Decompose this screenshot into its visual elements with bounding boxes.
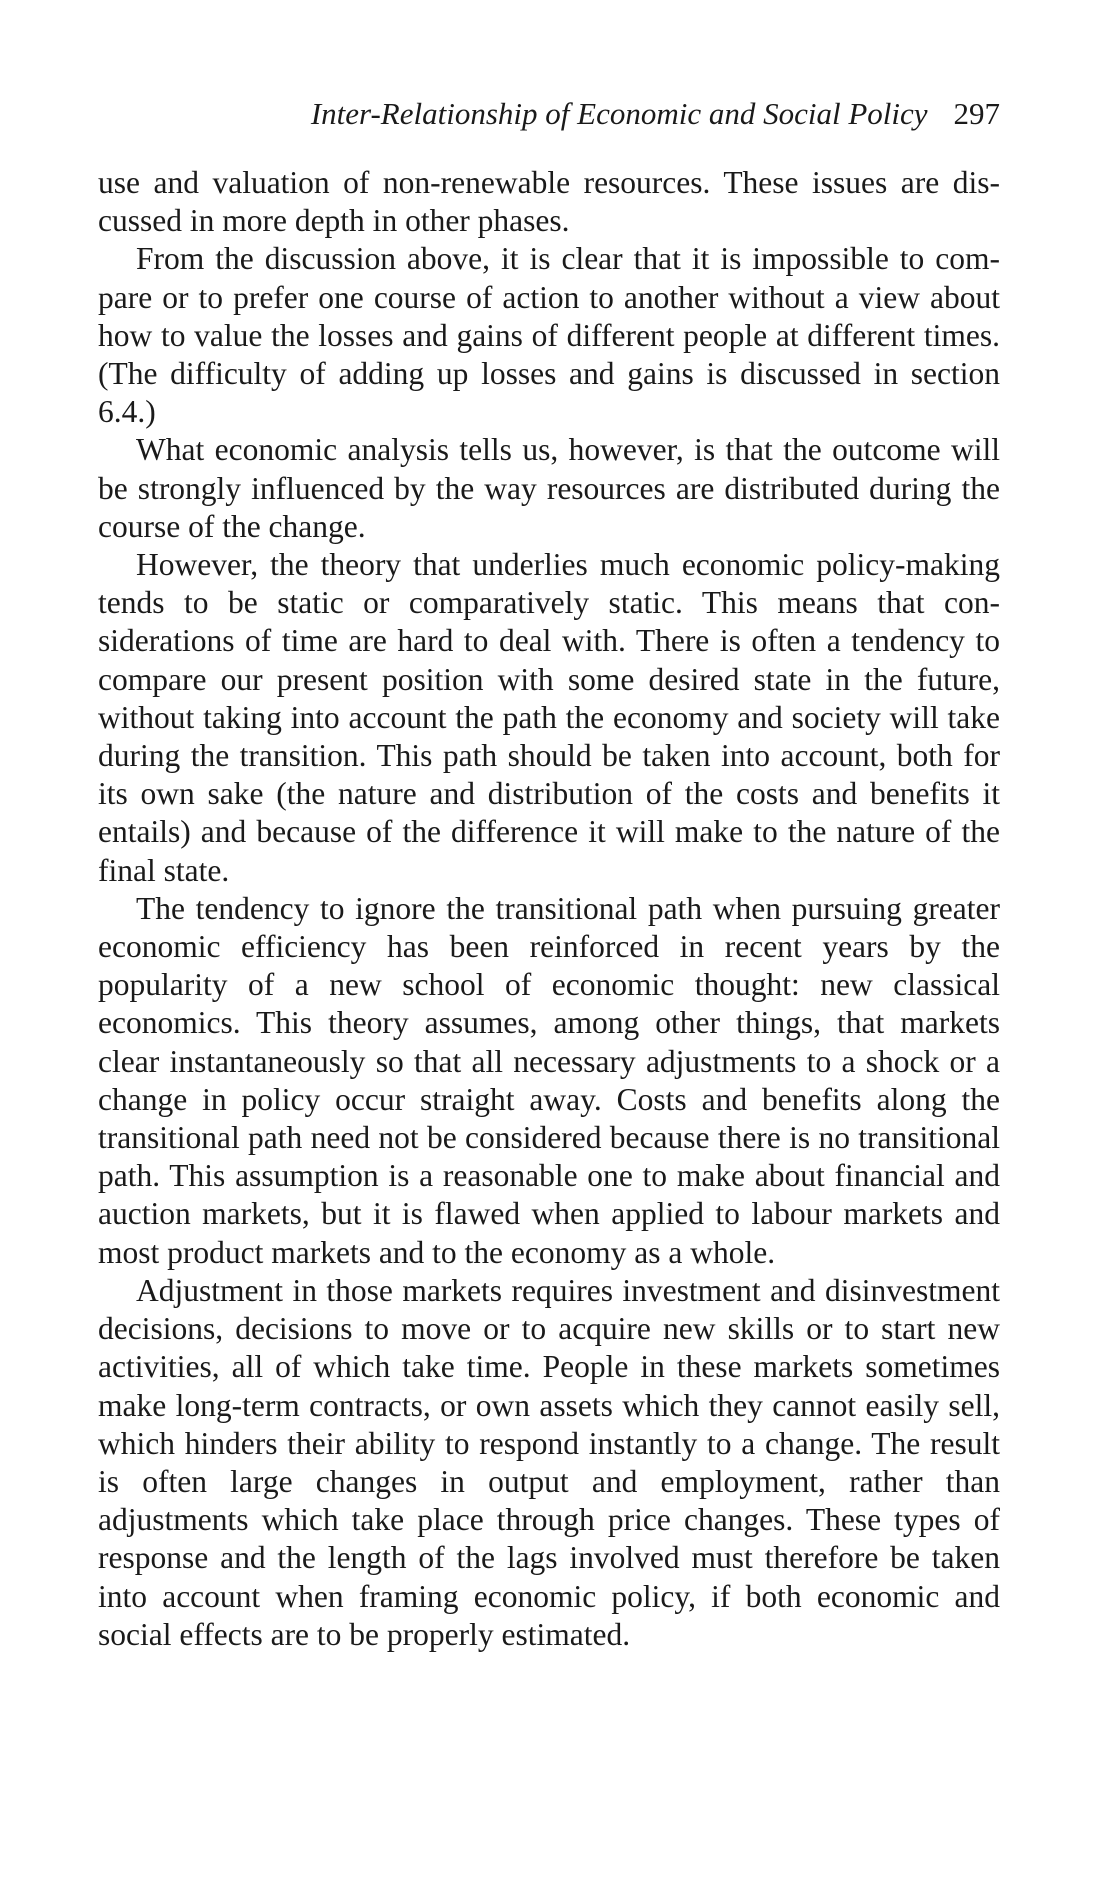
paragraph: Adjustment in those markets requires investment and disinvestment decisions, decisions to move or to acquire new skills or to start new activities, all of which take time. People in these markets sometimes make long-term contracts, or own assets which they cannot easily sell, which hinders their ability to respond instantly to a change. The result is often large changes in output and employment, rather than adjustments which take place through price changes. These types of response and the length of the lags involved must therefore be taken into account when framing economic policy, if both economic and social effects are to be properly estimated.	[98, 1272, 1000, 1652]
running-title: Inter-Relationship of Economic and Social Policy	[310, 96, 928, 131]
book-page	[98, 92, 1000, 1654]
body-text	[98, 164, 1000, 1654]
paragraph: What economic analysis tells us, however, is that the outcome will be strongly influenced by the way resources are distributed during the course of the change.	[98, 432, 1000, 544]
paragraph: From the discussion above, it is clear that it is impossible to compare or to prefer one course of action to another without a view about how to value the losses and gains of different people at different times. (The difficulty of adding up losses and gains is discussed in section 6.4.)	[98, 241, 1000, 430]
paragraph: However, the theory that underlies much economic policy-making tends to be static or comparatively static. This means that considerations of time are hard to deal with. There is often a tendency to compare our present position with some desired state in the future, without taking into account the path the economy and society will take during the transition. This path should be taken into account, both for its own sake (the nature and distribution of the costs and benefits it entails) and because of the difference it will make to the nature of the final state.	[98, 547, 1000, 888]
paragraph: The tendency to ignore the transitional path when pursuing greater economic efficiency has been reinforced in recent years by the popularity of a new school of economic thought: new classical economics. This theory assumes, among other things, that markets clear instantaneously so that all necessary adjustments to a shock or a change in policy occur straight away. Costs and benefits along the transitional path need not be considered because there is no transitional path. This assumption is a reasonable one to make about financial and auction markets, but it is flawed when applied to labour markets and most product markets and to the economy as a whole.	[98, 890, 1000, 1270]
running-head	[98, 92, 1000, 136]
page-number: 297	[953, 96, 1000, 131]
paragraph-continued: use and valuation of non-renewable resources. These issues are discussed in more depth in other phases.	[98, 165, 1000, 239]
